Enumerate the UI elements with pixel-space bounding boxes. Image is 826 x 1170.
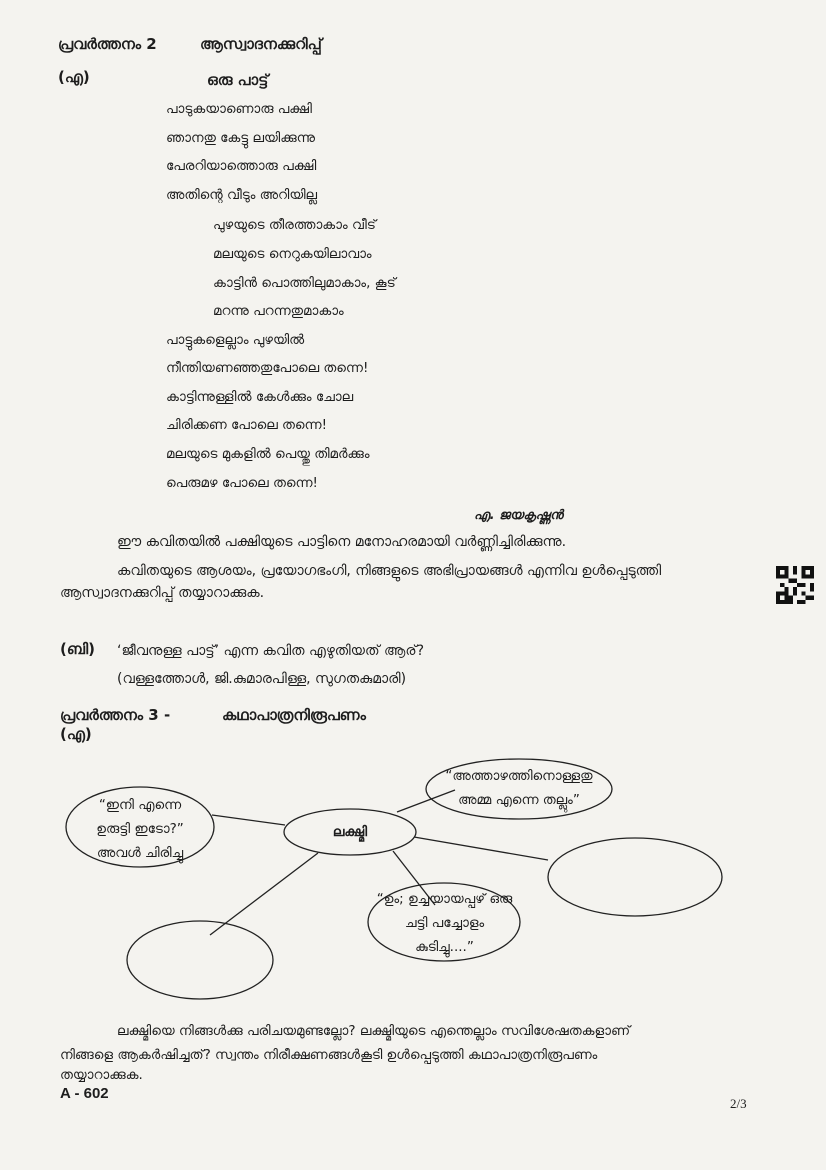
poem-author: എ. ജയകൃഷ്ണൻ	[474, 508, 563, 523]
oval-text-line: “ഇനി എന്നെ	[98, 797, 182, 813]
poem-line: പെരുമഴ പോലെ തന്നെ!	[166, 475, 318, 491]
oval-top-right-text	[434, 764, 604, 812]
activity3-instruction: ലക്ഷ്മിയെ നിങ്ങൾക്കു പരിചയമുണ്ടല്ലോ? ലക്ഷ്മിയുടെ എന്തെല്ലാം സവിശേഷതകളാണ്	[117, 1023, 631, 1039]
oval-text-line: “അത്താഴത്തിനൊള്ളതു	[445, 768, 593, 784]
poem-line: ചിരിക്കണ പോലെ തന്നെ!	[166, 417, 327, 433]
connector-line	[210, 853, 318, 935]
qr-code-icon	[776, 566, 814, 604]
activity2-part-a: (എ)	[58, 68, 90, 86]
poem-line: പേരറിയാത്തൊരു പക്ഷി	[166, 158, 317, 174]
character-diagram	[60, 755, 740, 1010]
poem-title: ഒരു പാട്ട്	[207, 71, 269, 89]
activity3-heading: പ്രവർത്തനം 3 -	[60, 706, 171, 724]
activity2-paragraph: ഈ കവിതയിൽ പക്ഷിയുടെ പാട്ടിനെ മനോഹരമായി വർണ്ണിച്ചിരിക്കുന്നു.	[117, 534, 567, 550]
oval-text-line: “ഉം; ഉച്ചയായപ്പഴ് ഒരു	[376, 891, 513, 907]
poem-line: മറന്നു പറന്നതുമാകാം	[213, 303, 344, 319]
poem-line: പാട്ടുകളെല്ലാം പുഴയിൽ	[166, 332, 305, 348]
poem-line: കാട്ടിൻ പൊത്തിലുമാകാം, കൂട്	[213, 275, 396, 291]
activity3-title: കഥാപാത്രനിരൂപണം	[222, 706, 366, 724]
oval-center-label: ലക്ഷ്മി	[332, 824, 368, 840]
poem-line: ഞാനതു കേട്ടു ലയിക്കുന്നു	[166, 130, 316, 146]
oval-bottom-mid-text	[372, 887, 517, 959]
poem-line: മലയുടെ മുകളിൽ പെയ്തു തിമർക്കും	[166, 446, 370, 462]
poem-line: പാടുകയാണൊരു പക്ഷി	[166, 101, 312, 117]
poem-line: അതിന്റെ വീടും അറിയില്ല	[166, 187, 318, 203]
activity3-instruction: നിങ്ങളെ ആകർഷിച്ചത്? സ്വന്തം നിരീക്ഷണങ്ങൾകൂടി ഉൾപ്പെടുത്തി കഥാപാത്രനിരൂപണം	[60, 1047, 598, 1063]
activity2-instruction: കവിതയുടെ ആശയം, പ്രയോഗഭംഗി, നിങ്ങളുടെ അഭിപ്രായങ്ങൾ എന്നിവ ഉൾപ്പെടുത്തി	[117, 563, 662, 579]
oval-text-line: അമ്മ എന്നെ തല്ലും”	[458, 792, 580, 808]
page-number: 2/3	[730, 1096, 747, 1111]
activity2-heading: പ്രവർത്തനം 2	[58, 35, 157, 53]
oval-bottom-left-empty	[127, 921, 273, 999]
oval-text-line: ഉരുട്ടി ഇടോ?”	[96, 821, 184, 837]
oval-left-text	[70, 793, 210, 865]
oval-right-empty	[548, 838, 722, 916]
activity3-instruction: തയ്യാറാക്കുക.	[60, 1067, 143, 1083]
activity3-part-a: (എ)	[60, 725, 92, 743]
activity2-instruction: ആസ്വാദനക്കുറിപ്പ് തയ്യാറാക്കുക.	[60, 585, 265, 601]
poem-line: പുഴയുടെ തീരത്താകാം വീട്	[213, 217, 376, 233]
question-b-options: (വള്ളത്തോൾ, ജി.കുമാരപിള്ള, സുഗതകുമാരി)	[117, 671, 407, 687]
connector-line	[414, 837, 548, 860]
connector-line	[212, 815, 285, 825]
activity2-part-b: (ബി)	[60, 640, 96, 658]
question-b: ‘ജീവനുള്ള പാട്ട്’ എന്ന കവിത എഴുതിയത് ആര്?	[117, 643, 425, 659]
oval-text-line: അവൾ ചിരിച്ചു	[96, 845, 184, 861]
poem-line: നീന്തിയണഞ്ഞതുപോലെ തന്നെ!	[166, 360, 369, 376]
poem-line: കാട്ടിന്നുള്ളിൽ കേൾക്കും ചോല	[166, 389, 354, 405]
paper-code: A - 602	[60, 1085, 109, 1102]
activity2-title: ആസ്വാദനക്കുറിപ്പ്	[200, 35, 322, 53]
poem-line: മലയുടെ നെറുകയിലാവാം	[213, 246, 372, 262]
oval-text-line: ചട്ടി പച്ചോളം	[404, 915, 485, 931]
oval-text-line: കുടിച്ചു....”	[415, 939, 474, 955]
